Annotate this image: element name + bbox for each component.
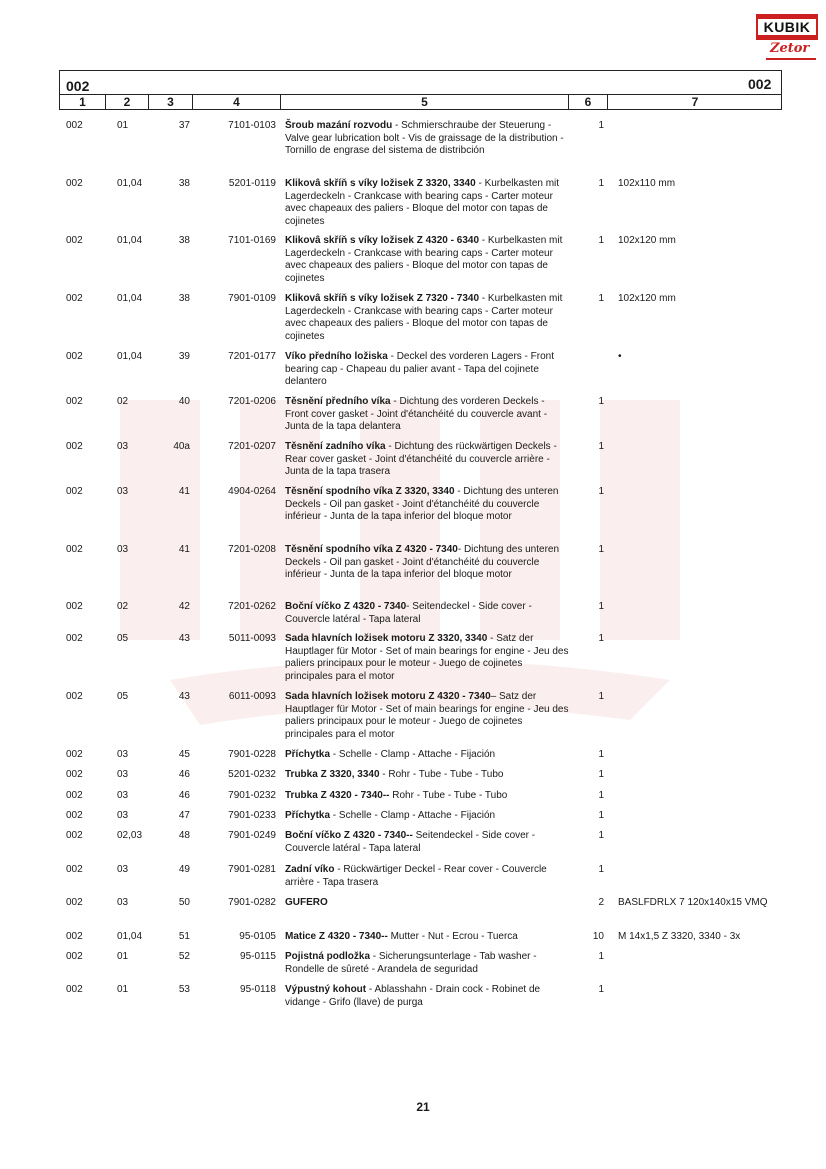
description-translations: - Kurbelkasten mit Lagerdeckeln - Crankcase with bearing caps - Carter moteur avec chapeaux des paliers - Bloque del motor con tapas de cojinetes	[285, 293, 563, 342]
description-title: Zadní víko	[285, 864, 335, 875]
column-header-1: 1	[79, 95, 86, 109]
cell-quantity: 1	[598, 235, 604, 246]
description-title: Sada hlavních ložisek motoru Z 4320 - 7340	[285, 691, 491, 702]
logo-brand-text: KUBIK	[758, 19, 816, 35]
description-translations: - Kurbelkasten mit Lagerdeckeln - Crankcase with bearing caps - Carter moteur avec chapeaux des paliers - Bloque del motor con tapas de cojinetes	[285, 235, 563, 284]
cell-position: 49	[178, 864, 190, 875]
description-translations: - Rückwärtiger Deckel - Rear cover - Couvercle arrière - Tapa trasera	[285, 864, 547, 888]
cell-part-number: 5011-0093	[228, 633, 276, 644]
cell-group: 002	[66, 897, 83, 908]
cell-part-number: 5201-0119	[228, 178, 276, 189]
cell-figure: 03	[117, 864, 129, 875]
description-title: Šroub mazání rozvodu	[285, 120, 393, 131]
description-translations: – Satz der Hauptlager für Motor - Set of main bearings for engine - Jeu des paliers principaux pour le moteur - Juego de cojinetes principales para el motor	[285, 691, 569, 740]
cell-figure: 01,04	[117, 931, 143, 942]
cell-description	[285, 897, 570, 910]
cell-quantity: 1	[598, 749, 604, 760]
column-header-5: 5	[421, 95, 428, 109]
column-header-7: 7	[691, 95, 699, 109]
cell-position: 40	[178, 396, 190, 407]
column-header-2: 2	[123, 95, 131, 109]
description-title: Těsnění spodního víka Z 4320 - 7340	[285, 544, 458, 555]
description-title: Víko předního ložiska	[285, 351, 388, 362]
cell-group: 002	[66, 235, 83, 246]
logo-underline	[766, 58, 816, 60]
cell-note: 102x120 mm	[618, 235, 676, 246]
cell-description	[285, 931, 570, 944]
cell-quantity: 1	[598, 769, 604, 780]
cell-figure: 01,04	[117, 178, 143, 189]
cell-description	[285, 790, 570, 803]
cell-quantity: 1	[598, 633, 604, 644]
cell-group: 002	[66, 396, 83, 407]
cell-part-number: 95-0115	[240, 951, 276, 962]
cell-quantity: 1	[598, 790, 604, 801]
cell-description	[285, 830, 570, 855]
cell-figure: 02	[117, 396, 129, 407]
description-translations: - Satz der Hauptlager für Motor - Set of main bearings for engine - Jeu des paliers principaux pour le moteur - Juego de cojinetes principales para el motor	[285, 633, 569, 682]
cell-part-number: 7201-0207	[228, 441, 276, 452]
description-translations: - Kurbelkasten mit Lagerdeckeln - Crankcase with bearing caps - Carter moteur avec chapeaux des paliers - Bloque del motor con tapas de cojinetes	[285, 178, 560, 227]
column-header-6: 6	[584, 95, 592, 109]
cell-quantity: 1	[598, 293, 604, 304]
cell-group: 002	[66, 691, 83, 702]
cell-group: 002	[66, 951, 83, 962]
description-title: Klikovâ skříň s víky ložisek Z 4320 - 6340	[285, 235, 480, 246]
cell-part-number: 7101-0103	[228, 120, 276, 131]
cell-description	[285, 633, 570, 683]
cell-figure: 01,04	[117, 235, 143, 246]
cell-description	[285, 178, 570, 228]
cell-quantity: 1	[598, 441, 604, 452]
cell-quantity: 1	[598, 486, 604, 497]
cell-figure: 03	[117, 486, 129, 497]
cell-description	[285, 120, 570, 158]
cell-part-number: 7901-0109	[228, 293, 276, 304]
cell-part-number: 4904-0264	[228, 486, 276, 497]
cell-group: 002	[66, 178, 83, 189]
cell-part-number: 7201-0262	[228, 601, 276, 612]
cell-position: 42	[178, 601, 190, 612]
cell-description	[285, 351, 570, 389]
description-translations: Rohr - Tube - Tube - Tubo	[389, 790, 508, 801]
cell-figure: 03	[117, 441, 129, 452]
cell-part-number: 95-0105	[239, 931, 276, 942]
cell-position: 45	[178, 749, 190, 760]
cell-position: 47	[178, 810, 190, 821]
cell-group: 002	[66, 441, 83, 452]
cell-description	[285, 441, 570, 479]
cell-quantity: 1	[598, 396, 604, 407]
description-title: Trubka Z 3320, 3340	[285, 769, 380, 780]
cell-position: 50	[178, 897, 190, 908]
description-translations: - Schelle - Clamp - Attache - Fijación	[330, 810, 496, 821]
cell-figure: 05	[117, 633, 129, 644]
cell-position: 38	[178, 178, 190, 189]
cell-note: •	[618, 351, 622, 362]
cell-part-number: 7901-0232	[228, 790, 276, 801]
description-title: Těsnění spodního víka Z 3320, 3340	[285, 486, 455, 497]
cell-figure: 03	[117, 769, 129, 780]
cell-part-number: 5201-0232	[228, 769, 276, 780]
description-title: Klikovâ skříň s víky ložisek Z 3320, 3340	[285, 178, 476, 189]
cell-position: 43	[178, 691, 190, 702]
column-header-3: 3	[167, 95, 174, 109]
description-title: Výpustný kohout	[285, 984, 367, 995]
description-translations: Mutter - Nut - Ecrou - Tuerca	[387, 931, 518, 942]
cell-group: 002	[66, 790, 83, 801]
cell-quantity: 1	[598, 120, 604, 131]
cell-description	[285, 601, 570, 626]
cell-position: 39	[178, 351, 190, 362]
description-title: Trubka Z 4320 - 7340--	[285, 790, 390, 801]
cell-figure: 03	[117, 749, 129, 760]
cell-group: 002	[66, 633, 83, 644]
cell-position: 46	[178, 769, 190, 780]
cell-part-number: 7901-0249	[228, 830, 276, 841]
description-translations: - Ablasshahn - Drain cock - Robinet de vidange - Grifo (llave) de purga	[285, 984, 541, 1008]
cell-description	[285, 769, 570, 782]
cell-figure: 02,03	[117, 830, 143, 841]
description-title: Boční víčko Z 4320 - 7340	[285, 601, 407, 612]
cell-figure: 03	[117, 810, 129, 821]
cell-figure: 01	[117, 120, 129, 131]
cell-position: 41	[178, 486, 190, 497]
cell-quantity: 1	[598, 830, 604, 841]
column-header-4: 4	[233, 95, 240, 109]
cell-figure: 02	[117, 601, 129, 612]
cell-group: 002	[66, 769, 83, 780]
cell-figure: 01	[117, 984, 129, 995]
cell-figure: 01,04	[117, 351, 143, 362]
cell-position: 40a	[173, 441, 190, 452]
description-translations: - Dichtung des unteren Deckels - Oil pan gasket - Joint d'étanchéité du couvercle inférieur - Junta de la tapa inferior del bloque motor	[285, 486, 559, 523]
cell-quantity: 2	[598, 897, 604, 908]
cell-position: 43	[178, 633, 190, 644]
description-translations: - Dichtung des unteren Deckels - Oil pan gasket - Joint d'étanchéité du couvercle inférieur - Junta de la tapa inferior del bloque motor	[285, 544, 560, 581]
group-code-right: 002	[748, 76, 772, 92]
cell-part-number: 7901-0282	[228, 897, 276, 908]
cell-position: 53	[178, 984, 190, 995]
cell-group: 002	[66, 293, 83, 304]
kubik-zetor-logo	[756, 14, 818, 62]
cell-group: 002	[66, 601, 83, 612]
cell-quantity: 1	[598, 178, 604, 189]
cell-group: 002	[66, 351, 83, 362]
cell-note: 102x120 mm	[618, 293, 676, 304]
cell-part-number: 7201-0208	[228, 544, 276, 555]
cell-group: 002	[66, 931, 83, 942]
cell-figure: 01	[117, 951, 129, 962]
cell-description	[285, 691, 570, 741]
description-translations: - Schmierschraube der Steuerung - Valve gear lubrication bolt - Vis de graissage de la distribution - Tornillo de engrase del sistema de distribción	[285, 120, 564, 157]
cell-group: 002	[66, 486, 83, 497]
description-title: Pojistná podložka	[285, 951, 371, 962]
cell-position: 52	[178, 951, 190, 962]
cell-position: 48	[178, 830, 190, 841]
cell-description	[285, 749, 570, 762]
cell-group: 002	[66, 984, 83, 995]
cell-quantity: 1	[598, 601, 604, 612]
cell-part-number: 95-0118	[240, 984, 276, 995]
description-title: Příchytka	[285, 749, 331, 760]
cell-position: 51	[178, 931, 190, 942]
cell-figure: 03	[117, 897, 129, 908]
cell-description	[285, 235, 570, 285]
cell-quantity: 1	[598, 951, 604, 962]
cell-group: 002	[66, 810, 83, 821]
description-translations: - Deckel des vorderen Lagers - Front bearing cap - Chapeau du palier avant - Tapa del cojinete delantero	[285, 351, 554, 388]
cell-quantity: 1	[598, 810, 604, 821]
cell-quantity: 1	[598, 691, 604, 702]
description-translations: - Seitendeckel - Side cover - Couvercle latéral - Tapa lateral	[285, 601, 532, 625]
description-title: Klikovâ skříň s víky ložisek Z 7320 - 7340	[285, 293, 480, 304]
cell-part-number: 6011-0093	[228, 691, 276, 702]
cell-figure: 05	[117, 691, 129, 702]
description-title: GUFERO	[285, 897, 328, 908]
cell-figure: 01,04	[117, 293, 143, 304]
cell-description	[285, 544, 570, 582]
cell-description	[285, 486, 570, 524]
description-title: Těsnění předního víka	[285, 396, 391, 407]
cell-quantity: 1	[598, 864, 604, 875]
cell-part-number: 7901-0281	[228, 864, 276, 875]
description-translations: - Schelle - Clamp - Attache - Fijación	[330, 749, 496, 760]
cell-part-number: 7901-0233	[228, 810, 276, 821]
cell-figure: 03	[117, 790, 129, 801]
cell-description	[285, 293, 570, 343]
cell-note: M 14x1,5 Z 3320, 3340 - 3x	[618, 931, 741, 942]
cell-group: 002	[66, 830, 83, 841]
cell-description	[285, 984, 570, 1009]
description-title: Sada hlavních ložisek motoru Z 3320, 3340	[285, 633, 488, 644]
cell-note: BASLFDRLX 7 120x140x15 VMQ	[618, 897, 768, 908]
description-translations: - Rohr - Tube - Tube - Tubo	[379, 769, 504, 780]
description-title: Boční víčko Z 4320 - 7340--	[285, 830, 413, 841]
cell-description	[285, 951, 570, 976]
cell-position: 38	[178, 235, 190, 246]
description-title: Matice Z 4320 - 7340--	[285, 931, 388, 942]
cell-group: 002	[66, 864, 83, 875]
cell-position: 38	[178, 293, 190, 304]
cell-description	[285, 396, 570, 434]
cell-part-number: 7101-0169	[228, 235, 276, 246]
cell-position: 41	[178, 544, 190, 555]
description-title: Těsnění zadního víka	[285, 441, 386, 452]
cell-position: 37	[178, 120, 190, 131]
description-translations: Seitendeckel - Side cover - Couvercle latéral - Tapa lateral	[285, 830, 536, 854]
cell-group: 002	[66, 749, 83, 760]
cell-quantity: 1	[598, 544, 604, 555]
cell-position: 46	[178, 790, 190, 801]
cell-part-number: 7901-0228	[228, 749, 276, 760]
description-translations: - Dichtung des vorderen Deckels - Front cover gasket - Joint d'étanchéité du couvercle avant - Junta de la tapa delantera	[285, 396, 548, 433]
cell-part-number: 7201-0206	[228, 396, 276, 407]
description-title: Příchytka	[285, 810, 331, 821]
cell-quantity: 1	[598, 984, 604, 995]
group-code-left: 002	[66, 78, 90, 94]
cell-note: 102x110 mm	[618, 178, 676, 189]
logo-sub-text: Zetor	[770, 41, 810, 56]
cell-group: 002	[66, 544, 83, 555]
cell-description	[285, 864, 570, 889]
cell-part-number: 7201-0177	[228, 351, 276, 362]
cell-group: 002	[66, 120, 83, 131]
cell-description	[285, 810, 570, 823]
description-translations: - Sicherungsunterlage - Tab washer - Rondelle de sûreté - Arandela de seguridad	[285, 951, 537, 975]
cell-figure: 03	[117, 544, 129, 555]
page-number: 21	[416, 1100, 430, 1114]
description-translations: - Dichtung des rückwärtigen Deckels - Rear cover gasket - Joint d'étanchéité du couvercle arrière - Junta de la tapa trasera	[285, 441, 557, 478]
cell-quantity: 10	[592, 931, 604, 942]
